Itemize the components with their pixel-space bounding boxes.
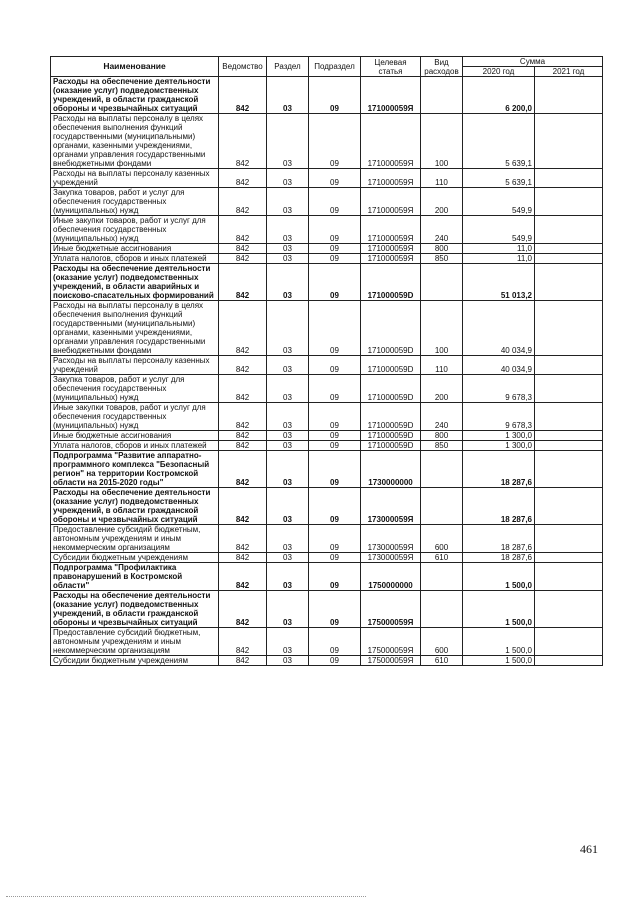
row-sum-2020: 11,0 — [463, 244, 535, 254]
row-sum-2020: 40 034,9 — [463, 356, 535, 375]
row-department: 842 — [219, 216, 267, 244]
row-subsection: 09 — [309, 301, 361, 356]
row-expense-type: 110 — [421, 356, 463, 375]
header-name: Наименование — [51, 57, 219, 77]
row-expense-type: 200 — [421, 375, 463, 403]
table-row — [51, 656, 603, 666]
row-department: 842 — [219, 301, 267, 356]
table-row — [51, 403, 603, 431]
row-sum-2020: 18 287,6 — [463, 488, 535, 525]
row-sum-2021 — [535, 169, 603, 188]
row-target: 173000059Я — [361, 525, 421, 553]
row-target: 171000059Я — [361, 169, 421, 188]
row-department: 842 — [219, 525, 267, 553]
row-expense-type: 100 — [421, 301, 463, 356]
row-expense-type: 600 — [421, 525, 463, 553]
row-expense-type — [421, 563, 463, 591]
table-row — [51, 188, 603, 216]
row-target: 171000059D — [361, 431, 421, 441]
row-name: Предоставление субсидий бюджетным, автономным учреждениям и иным некоммерческим организациям — [51, 628, 219, 656]
row-department: 842 — [219, 254, 267, 264]
row-target: 173000059Я — [361, 553, 421, 563]
table-row — [51, 169, 603, 188]
row-expense-type: 110 — [421, 169, 463, 188]
row-section: 03 — [267, 563, 309, 591]
table-row — [51, 254, 603, 264]
row-section: 03 — [267, 656, 309, 666]
row-department: 842 — [219, 114, 267, 169]
row-sum-2020: 9 678,3 — [463, 375, 535, 403]
row-subsection: 09 — [309, 525, 361, 553]
row-subsection: 09 — [309, 216, 361, 244]
header-target: Целевая статья — [361, 57, 421, 77]
table-row — [51, 216, 603, 244]
row-sum-2020: 1 300,0 — [463, 431, 535, 441]
row-sum-2020: 5 639,1 — [463, 114, 535, 169]
page-number: 461 — [580, 842, 598, 856]
row-department: 842 — [219, 441, 267, 451]
row-name: Расходы на обеспечение деятельности (оказание услуг) подведомственных учреждений, в области гражданской обороны и чрезвычайных ситуаций — [51, 591, 219, 628]
row-subsection: 09 — [309, 591, 361, 628]
table-row — [51, 628, 603, 656]
row-sum-2020: 51 013,2 — [463, 264, 535, 301]
table-row — [51, 563, 603, 591]
row-target: 171000059Я — [361, 216, 421, 244]
row-section: 03 — [267, 403, 309, 431]
row-subsection: 09 — [309, 375, 361, 403]
row-expense-type: 610 — [421, 553, 463, 563]
row-department: 842 — [219, 244, 267, 254]
row-subsection: 09 — [309, 451, 361, 488]
row-subsection: 09 — [309, 563, 361, 591]
row-subsection: 09 — [309, 188, 361, 216]
row-department: 842 — [219, 375, 267, 403]
row-name: Подпрограмма "Развитие аппаратно-программного комплекса "Безопасный регион" на территории Костромской области на 2015-2020 годы" — [51, 451, 219, 488]
table-row — [51, 114, 603, 169]
row-department: 842 — [219, 403, 267, 431]
row-sum-2021 — [535, 553, 603, 563]
row-subsection: 09 — [309, 254, 361, 264]
row-section: 03 — [267, 188, 309, 216]
row-sum-2020: 18 287,6 — [463, 451, 535, 488]
row-subsection: 09 — [309, 553, 361, 563]
row-target: 171000059Я — [361, 254, 421, 264]
row-subsection: 09 — [309, 264, 361, 301]
row-sum-2021 — [535, 563, 603, 591]
row-name: Уплата налогов, сборов и иных платежей — [51, 254, 219, 264]
scan-edge-line — [6, 896, 366, 897]
row-sum-2020: 9 678,3 — [463, 403, 535, 431]
row-section: 03 — [267, 591, 309, 628]
row-expense-type — [421, 591, 463, 628]
row-expense-type: 200 — [421, 188, 463, 216]
row-name: Иные закупки товаров, работ и услуг для обеспечения государственных (муниципальных) нужд — [51, 403, 219, 431]
row-section: 03 — [267, 553, 309, 563]
row-subsection: 09 — [309, 356, 361, 375]
header-subsection: Подраздел — [309, 57, 361, 77]
row-sum-2020: 1 500,0 — [463, 628, 535, 656]
row-expense-type — [421, 488, 463, 525]
row-section: 03 — [267, 441, 309, 451]
row-target: 175000059Я — [361, 656, 421, 666]
row-name: Расходы на обеспечение деятельности (оказание услуг) подведомственных учреждений, в области аварийных и поисково-спасательных формирований — [51, 264, 219, 301]
table-row — [51, 451, 603, 488]
row-sum-2021 — [535, 188, 603, 216]
table-row — [51, 244, 603, 254]
row-target: 171000059Я — [361, 244, 421, 254]
row-sum-2020: 549,9 — [463, 216, 535, 244]
row-section: 03 — [267, 216, 309, 244]
row-expense-type: 240 — [421, 216, 463, 244]
row-subsection: 09 — [309, 403, 361, 431]
row-section: 03 — [267, 451, 309, 488]
row-name: Предоставление субсидий бюджетным, автономным учреждениям и иным некоммерческим организациям — [51, 525, 219, 553]
row-sum-2020: 11,0 — [463, 254, 535, 264]
row-sum-2021 — [535, 114, 603, 169]
row-subsection: 09 — [309, 244, 361, 254]
row-name: Расходы на выплаты персоналу казенных учреждений — [51, 169, 219, 188]
row-department: 842 — [219, 77, 267, 114]
row-expense-type: 600 — [421, 628, 463, 656]
row-sum-2021 — [535, 375, 603, 403]
row-sum-2020: 1 300,0 — [463, 441, 535, 451]
table-row — [51, 77, 603, 114]
header-year-2020: 2020 год — [463, 67, 535, 77]
table-body — [51, 77, 603, 666]
row-sum-2020: 40 034,9 — [463, 301, 535, 356]
row-target: 175000059Я — [361, 591, 421, 628]
table-row — [51, 591, 603, 628]
row-sum-2021 — [535, 403, 603, 431]
row-target: 1750000000 — [361, 563, 421, 591]
row-section: 03 — [267, 169, 309, 188]
budget-table — [50, 56, 603, 666]
row-subsection: 09 — [309, 656, 361, 666]
row-sum-2021 — [535, 525, 603, 553]
row-subsection: 09 — [309, 114, 361, 169]
row-department: 842 — [219, 488, 267, 525]
row-department: 842 — [219, 356, 267, 375]
row-name: Уплата налогов, сборов и иных платежей — [51, 441, 219, 451]
row-subsection: 09 — [309, 628, 361, 656]
row-sum-2020: 5 639,1 — [463, 169, 535, 188]
row-target: 171000059D — [361, 375, 421, 403]
table-row — [51, 375, 603, 403]
row-target: 171000059D — [361, 301, 421, 356]
row-section: 03 — [267, 244, 309, 254]
table-row — [51, 441, 603, 451]
row-sum-2021 — [535, 264, 603, 301]
row-department: 842 — [219, 628, 267, 656]
row-sum-2021 — [535, 591, 603, 628]
row-sum-2021 — [535, 216, 603, 244]
row-sum-2020: 6 200,0 — [463, 77, 535, 114]
row-expense-type — [421, 264, 463, 301]
row-expense-type — [421, 451, 463, 488]
row-subsection: 09 — [309, 488, 361, 525]
row-target: 171000059D — [361, 264, 421, 301]
row-department: 842 — [219, 563, 267, 591]
row-name: Расходы на выплаты персоналу в целях обеспечения выполнения функций государственными (муниципальными) органами, казенными учреждениями, органами управления государственными внебюджетными фондами — [51, 301, 219, 356]
row-sum-2021 — [535, 628, 603, 656]
row-department: 842 — [219, 431, 267, 441]
row-sum-2021 — [535, 77, 603, 114]
row-target: 171000059Я — [361, 114, 421, 169]
row-sum-2021 — [535, 244, 603, 254]
row-target: 1730000000 — [361, 451, 421, 488]
row-sum-2021 — [535, 431, 603, 441]
row-target: 175000059Я — [361, 628, 421, 656]
row-sum-2021 — [535, 301, 603, 356]
row-section: 03 — [267, 114, 309, 169]
row-department: 842 — [219, 553, 267, 563]
row-name: Субсидии бюджетным учреждениям — [51, 656, 219, 666]
row-expense-type: 100 — [421, 114, 463, 169]
row-sum-2020: 18 287,6 — [463, 525, 535, 553]
row-sum-2021 — [535, 356, 603, 375]
row-expense-type — [421, 77, 463, 114]
row-subsection: 09 — [309, 441, 361, 451]
header-department: Ведомство — [219, 57, 267, 77]
row-sum-2021 — [535, 656, 603, 666]
row-department: 842 — [219, 656, 267, 666]
row-expense-type: 850 — [421, 254, 463, 264]
row-sum-2021 — [535, 441, 603, 451]
row-department: 842 — [219, 188, 267, 216]
row-sum-2021 — [535, 488, 603, 525]
table-row — [51, 264, 603, 301]
row-sum-2020: 1 500,0 — [463, 563, 535, 591]
table-row — [51, 431, 603, 441]
row-section: 03 — [267, 375, 309, 403]
row-target: 171000059D — [361, 356, 421, 375]
header-expense-type: Вид расходов — [421, 57, 463, 77]
row-sum-2020: 1 500,0 — [463, 591, 535, 628]
row-section: 03 — [267, 431, 309, 441]
row-name: Иные бюджетные ассигнования — [51, 431, 219, 441]
row-subsection: 09 — [309, 431, 361, 441]
row-sum-2021 — [535, 254, 603, 264]
table-row — [51, 356, 603, 375]
row-subsection: 09 — [309, 169, 361, 188]
row-section: 03 — [267, 356, 309, 375]
row-section: 03 — [267, 77, 309, 114]
row-section: 03 — [267, 628, 309, 656]
row-section: 03 — [267, 525, 309, 553]
table-row — [51, 553, 603, 563]
row-target: 173000059Я — [361, 488, 421, 525]
row-section: 03 — [267, 301, 309, 356]
row-target: 171000059Я — [361, 188, 421, 216]
row-target: 171000059Я — [361, 77, 421, 114]
table-row — [51, 301, 603, 356]
row-expense-type: 850 — [421, 441, 463, 451]
header-section: Раздел — [267, 57, 309, 77]
row-subsection: 09 — [309, 77, 361, 114]
row-expense-type: 610 — [421, 656, 463, 666]
row-expense-type: 240 — [421, 403, 463, 431]
row-department: 842 — [219, 451, 267, 488]
row-section: 03 — [267, 264, 309, 301]
row-department: 842 — [219, 169, 267, 188]
row-name: Расходы на выплаты персоналу в целях обеспечения выполнения функций государственными (муниципальными) органами, казенными учреждениями, органами управления государственными внебюджетными фондами — [51, 114, 219, 169]
row-expense-type: 800 — [421, 244, 463, 254]
row-name: Закупка товаров, работ и услуг для обеспечения государственных (муниципальных) нужд — [51, 188, 219, 216]
row-name: Иные закупки товаров, работ и услуг для обеспечения государственных (муниципальных) нужд — [51, 216, 219, 244]
row-department: 842 — [219, 264, 267, 301]
row-department: 842 — [219, 591, 267, 628]
row-name: Закупка товаров, работ и услуг для обеспечения государственных (муниципальных) нужд — [51, 375, 219, 403]
row-name: Расходы на обеспечение деятельности (оказание услуг) подведомственных учреждений, в области гражданской обороны и чрезвычайных ситуаций — [51, 77, 219, 114]
row-name: Расходы на обеспечение деятельности (оказание услуг) подведомственных учреждений, в области гражданской обороны и чрезвычайных ситуаций — [51, 488, 219, 525]
row-sum-2021 — [535, 451, 603, 488]
row-sum-2020: 18 287,6 — [463, 553, 535, 563]
row-name: Субсидии бюджетным учреждениям — [51, 553, 219, 563]
row-target: 171000059D — [361, 441, 421, 451]
row-sum-2020: 1 500,0 — [463, 656, 535, 666]
row-sum-2020: 549,9 — [463, 188, 535, 216]
table-row — [51, 525, 603, 553]
table-row — [51, 488, 603, 525]
row-section: 03 — [267, 254, 309, 264]
row-section: 03 — [267, 488, 309, 525]
row-name: Иные бюджетные ассигнования — [51, 244, 219, 254]
header-sum: Сумма — [463, 57, 603, 67]
row-expense-type: 800 — [421, 431, 463, 441]
row-name: Расходы на выплаты персоналу казенных учреждений — [51, 356, 219, 375]
row-target: 171000059D — [361, 403, 421, 431]
header-year-2021: 2021 год — [535, 67, 603, 77]
row-name: Подпрограмма "Профилактика правонарушений в Костромской области" — [51, 563, 219, 591]
